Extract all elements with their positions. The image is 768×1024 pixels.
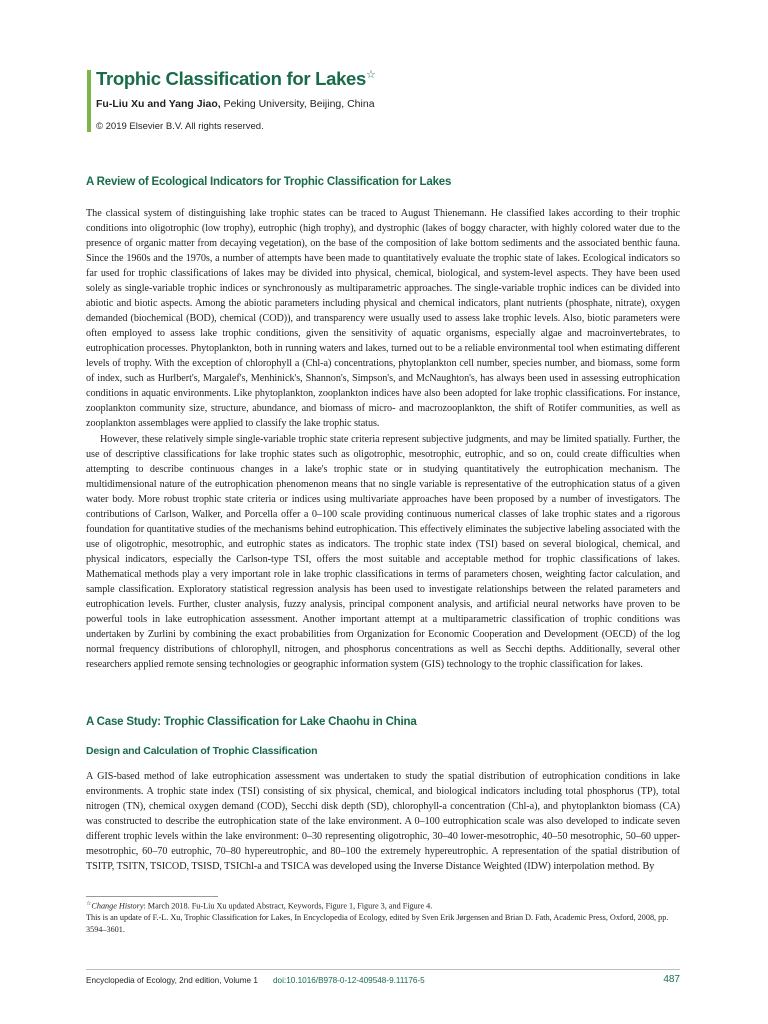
change-history-text: : March 2018. Fu-Liu Xu updated Abstract, Keywords, Figure 1, Figure 3, and Figure 4. bbox=[143, 901, 433, 911]
copyright-notice: © 2019 Elsevier B.V. All rights reserved. bbox=[96, 121, 264, 132]
footnote-divider bbox=[86, 896, 218, 897]
footer-doi-link[interactable]: doi:10.1016/B978-0-12-409548-9.11176-5 bbox=[273, 976, 425, 985]
change-history-label: Change History bbox=[91, 901, 144, 911]
paragraph-review-1: The classical system of distinguishing lake trophic states can be traced to August Thienemann. He classified lakes according to their trophic conditions into oligotrophic (low trophy), eutrophic (high trophy), and dystrophic (lakes of boggy character, with highly colored water due to the presence of organic matter from decaying vegetation), on the base of the composition of lake bottom sediments and the associated benthic fauna. Since the 1960s and the 1970s, a number of attempts have been made to quantitatively evaluate the trophic state of lakes. Ecological indicators so far used for trophic classifications of lakes may be divided into physical, chemical, biological, and system-level aspects. They have been used solely as single-variable trophic indices or synchronously as multiparametric approaches. The single-variable trophic indices can be divided into abiotic and biotic aspects. Among the abiotic parameters including physical and chemical indicators, plant nutrients (phosphate, nitrate), oxygen demanded (biochemical (BOD), chemical (COD)), and transparency were usually used to assess lake trophic levels. Also, biotic parameters were often employed to assess lake trophic conditions, given the sensitivity of aquatic organisms, especially algae and macroinvertebrates, to eutrophication processes. Phytoplankton, both in running waters and lakes, turned out to be a reliable environmental tool when estimating different levels of trophy. With the exception of chlorophyll a (Chl-a) concentrations, phytoplankton cell number, species number, and biomass, some form of index, such as Hurlbert's, Margalef's, Menhinick's, Shannon's, Simpson's, and McNaughton's, has always been used in assessing eutrophication conditions in aquatic environments. Like phytoplankton, zooplankton indices have also been adopted for lake trophic classifications. For instance, zooplankton community size, structure, abundance, and biomass of micro- and macrozooplankton, the shift of Rotifer communities, as well as zooplankton assemblages were applied to classify the lake trophic status. bbox=[86, 208, 680, 429]
author-line bbox=[96, 98, 375, 110]
footer-divider bbox=[86, 969, 680, 970]
footnote-update-note: This is an update of F.-L. Xu, Trophic Classification for Lakes, In Encyclopedia of Ecology, edited by Sven Erik Jørgensen and Brian D. Fath, Academic Press, Oxford, 2008, pp. 3594–3601. bbox=[86, 913, 669, 934]
accent-bar bbox=[87, 70, 91, 132]
footer-source: Encyclopedia of Ecology, 2nd edition, Volume 1 bbox=[86, 976, 258, 985]
subsection-heading-design: Design and Calculation of Trophic Classification bbox=[86, 745, 318, 757]
section-heading-case-study: A Case Study: Trophic Classification for Lake Chaohu in China bbox=[86, 716, 417, 728]
author-affiliation: Peking University, Beijing, China bbox=[220, 98, 375, 110]
paragraph-case-study-1: A GIS-based method of lake eutrophication assessment was undertaken to study the spatial distribution of eutrophication conditions in lake environments. A trophic state index (TSI) consisting of six physical, chemical, and biological indicators including total phosphorus (TP), total nitrogen (TN), chemical oxygen demand (COD), Secchi disk depth (SD), chlorophyll-a concentration (Chl-a), and phytoplankton biomass (CA) was constructed to describe the eutrophication state of the lake environment. A 0–100 eutrophication scale was also developed to indicate seven different trophic levels within the lake environment: 0–30 representing oligotrophic, 30–40 lower-mesotrophic, 40–50 mesotrophic, 50–60 upper-mesotrophic, 60–70 eutrophic, 70–80 hypereutrophic, and 80–100 the extremely hypereutrophic. A representation of the spatial distribution of TSITP, TSITN, TSICOD, TSISD, TSIChl-a and TSICA was developed using the Inverse Distance Weighted (IDW) interpolation method. By bbox=[86, 771, 680, 872]
footnote-mark: ☆ bbox=[86, 901, 92, 907]
section-heading-review: A Review of Ecological Indicators for Trophic Classification for Lakes bbox=[86, 176, 452, 188]
paragraph-review-2: However, these relatively simple single-variable trophic state criteria represent subjective judgments, and may be limited spatially. Further, the use of descriptive classifications for lake trophic states such as oligotrophic, mesotrophic, eutrophic, and so on, could create difficulties when attempting to describe continuous changes in a lake's trophic state or in studying quantitatively the eutrophication mechanism. The multidimensional nature of the eutrophication phenomenon means that no single variable is representative of the eutrophication status of a given water body. More robust trophic state criteria or indices using multivariate approaches have been proposed by a number of investigators. The contributions of Carlson, Walker, and Porcella offer a 0–100 scale providing continuous numerical classes of lake trophic states and a rigorous foundation for quantitative studies of the mechanisms behind eutrophication. This effectively eliminates the subjective labeling associated with the use of oligotrophic, mesotrophic, and eutrophic states as indicators. The trophic state index (TSI) based on several biological, chemical, and physical indicators, especially the Carlson-type TSI, offers the most suitable and acceptable method for trophic classifications of lakes. Mathematical methods play a very important role in lake trophic classifications in terms of parameters chosen, weighting factor calculation, and sample classification. Exploratory statistical regression analysis has been used to investigate relationships between the related parameters and eutrophication levels. Further, cluster analysis, fuzzy analysis, principal component analysis, and artificial neural networks have proven to be powerful tools in lake eutrophication assessment. Another important attempt at a multiparametric classification of trophic conditions was undertaken by Zurlini by combining the exact probabilities from Organization for Economic Cooperation and Development (OECD) of the log normal frequency distributions of chlorophyll, nitrogen, and phosphorus concentrations as well as Secchi depths. Additionally, several other researchers applied remote sensing technologies or geographic information system (GIS) technology to the trophic classification for lakes. bbox=[86, 434, 680, 670]
article-title: Trophic Classification for Lakes☆ bbox=[96, 68, 376, 90]
page-number: 487 bbox=[663, 974, 680, 985]
footnote-change-history bbox=[86, 898, 680, 913]
title-footnote-mark[interactable]: ☆ bbox=[366, 69, 376, 81]
author-names: Fu-Liu Xu and Yang Jiao, bbox=[96, 98, 221, 110]
